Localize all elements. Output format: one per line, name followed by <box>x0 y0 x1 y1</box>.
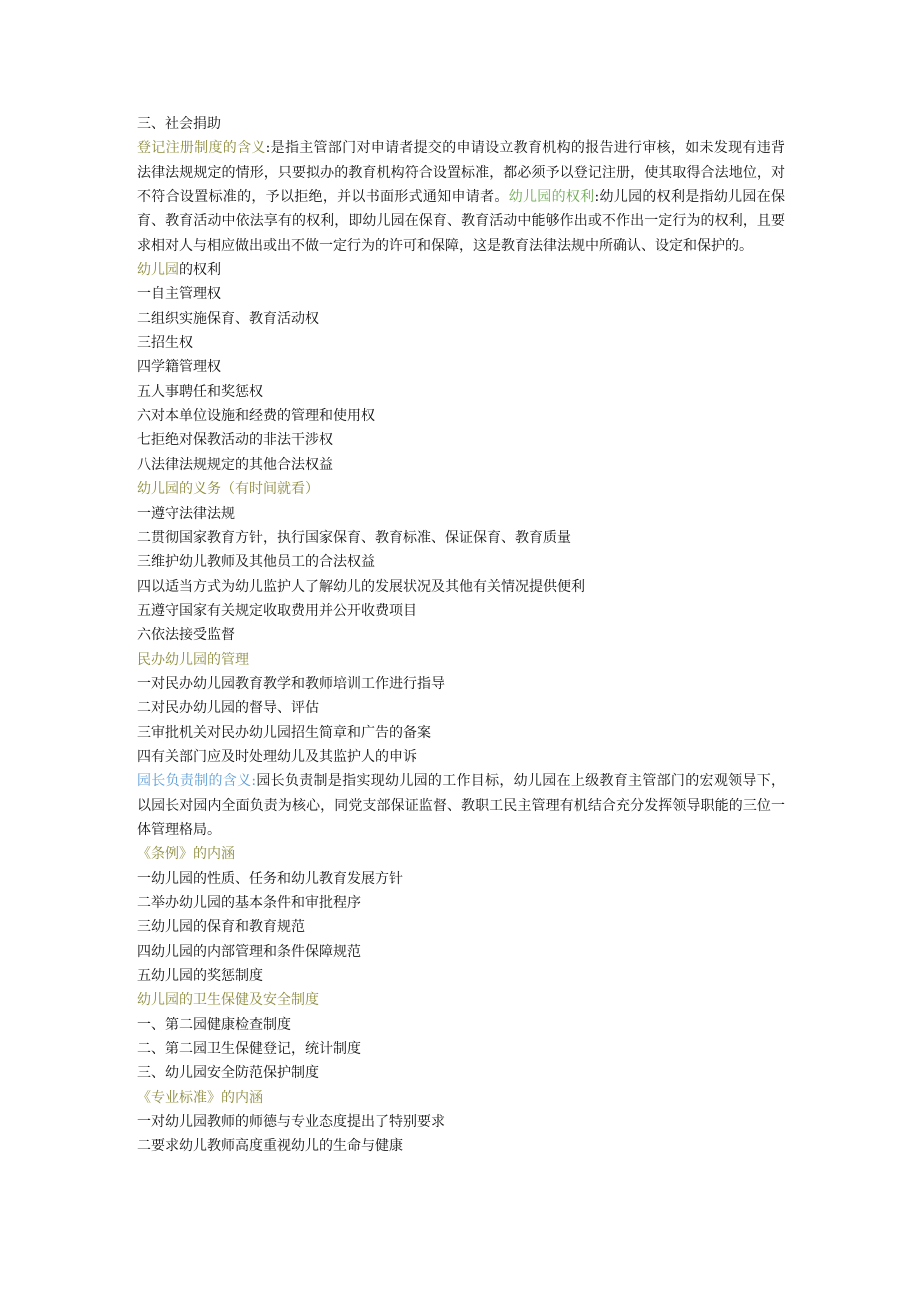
section-heading-social-donation: 三、社会捐助 <box>137 116 221 132</box>
list-item: 二要求幼儿教师高度重视幼儿的生命与健康 <box>137 1138 403 1155</box>
list-item: 二举办幼儿园的基本条件和审批程序 <box>137 895 361 911</box>
list-item: 二对民办幼儿园的督导、评估 <box>137 700 319 717</box>
list-item: 一对民办幼儿园教育教学和教师培训工作进行指导 <box>137 675 445 692</box>
duties-heading: 幼儿园的义务（有时间就看） <box>137 481 319 498</box>
list-item: 一遵守法律法规 <box>137 505 235 522</box>
list-item: 四幼儿园的内部管理和条件保障规范 <box>137 943 361 960</box>
list-item: 一、第二园健康检查制度 <box>137 1016 291 1033</box>
regulations-list <box>137 867 785 989</box>
list-item: 一幼儿园的性质、任务和幼儿教育发展方针 <box>137 870 403 887</box>
list-item: 五人事聘任和奖惩权 <box>137 383 263 400</box>
list-item: 四有关部门应及时处理幼儿及其监护人的申诉 <box>137 748 417 765</box>
list-item: 四学籍管理权 <box>137 359 221 376</box>
list-item: 五遵守国家有关规定收取费用并公开收费项目 <box>137 602 417 619</box>
list-item: 一对幼儿园教师的师德与专业态度提出了特别要求 <box>137 1114 445 1131</box>
list-item: 三、幼儿园安全防范保护制度 <box>137 1065 319 1082</box>
list-item: 二贯彻国家教育方针，执行国家保育、教育标准、保证保育、教育质量 <box>137 529 571 546</box>
kindergarten-rights-term: 幼儿园的权利 <box>508 189 595 206</box>
registration-paragraph <box>137 136 785 258</box>
rights-heading <box>137 258 785 282</box>
professional-standards-list <box>137 1110 785 1159</box>
list-item: 一自主管理权 <box>137 286 221 303</box>
director-responsibility-term: 园长负责制的含义: <box>137 773 257 790</box>
director-responsibility-paragraph <box>137 769 785 842</box>
document-body <box>137 112 785 1159</box>
list-item: 四以适当方式为幼儿监护人了解幼儿的发展状况及其他有关情况提供便利 <box>137 578 585 595</box>
registration-term: 登记注册制度的含义 <box>137 140 266 157</box>
registration-definition: :是指主管部门对申请者提交的申请设立教育机构的报告进行审核，如未发现有违背法律法规规定的情形，只要拟办的教育机构符合设置标准，都必须予以登记注册，使其取得合法地位，对不符合设置标准的，予以拒绝，并以书面形式通知申请者。 <box>137 140 785 206</box>
duties-list <box>137 502 785 648</box>
health-safety-list <box>137 1013 785 1086</box>
list-item: 五幼儿园的奖惩制度 <box>137 968 263 985</box>
list-item: 二、第二园卫生保健登记，统计制度 <box>137 1041 361 1058</box>
list-item: 八法律法规规定的其他合法权益 <box>137 456 333 473</box>
list-item: 三审批机关对民办幼儿园招生简章和广告的备案 <box>137 724 431 741</box>
private-kindergarten-heading: 民办幼儿园的管理 <box>137 651 249 668</box>
list-item: 六依法接受监督 <box>137 627 235 644</box>
private-kindergarten-list <box>137 672 785 769</box>
list-item: 三幼儿园的保育和教育规范 <box>137 919 305 936</box>
rights-heading-rest: 的权利 <box>179 262 221 279</box>
regulations-heading: 《条例》的内涵 <box>137 846 235 863</box>
list-item: 三维护幼儿教师及其他员工的合法权益 <box>137 554 375 571</box>
rights-heading-colored: 幼儿园 <box>137 262 179 279</box>
rights-list <box>137 282 785 477</box>
health-safety-heading: 幼儿园的卫生保健及安全制度 <box>137 992 319 1009</box>
list-item: 六对本单位设施和经费的管理和使用权 <box>137 408 375 425</box>
list-item: 二组织实施保育、教育活动权 <box>137 310 319 327</box>
director-responsibility-definition: 园长负责制是指实现幼儿园的工作目标，幼儿园在上级教育主管部门的宏观领导下，以园长对园内全面负责为核心，同党支部保证监督、教职工民主管理有机结合充分发挥领导职能的三位一体管理格局。 <box>137 773 785 838</box>
list-item: 七拒绝对保教活动的非法干涉权 <box>137 432 333 449</box>
kindergarten-rights-definition: :幼儿园的权利是指幼儿园在保育、教育活动中依法享有的权利，即幼儿园在保育、教育活动中能够作出或不作出一定行为的权利，且要求相对人与相应做出或出不做一定行为的许可和保障，这是教育法律法规中所确认、设定和保护的。 <box>137 189 786 254</box>
list-item: 三招生权 <box>137 335 193 352</box>
professional-standards-heading: 《专业标准》的内涵 <box>137 1089 263 1106</box>
